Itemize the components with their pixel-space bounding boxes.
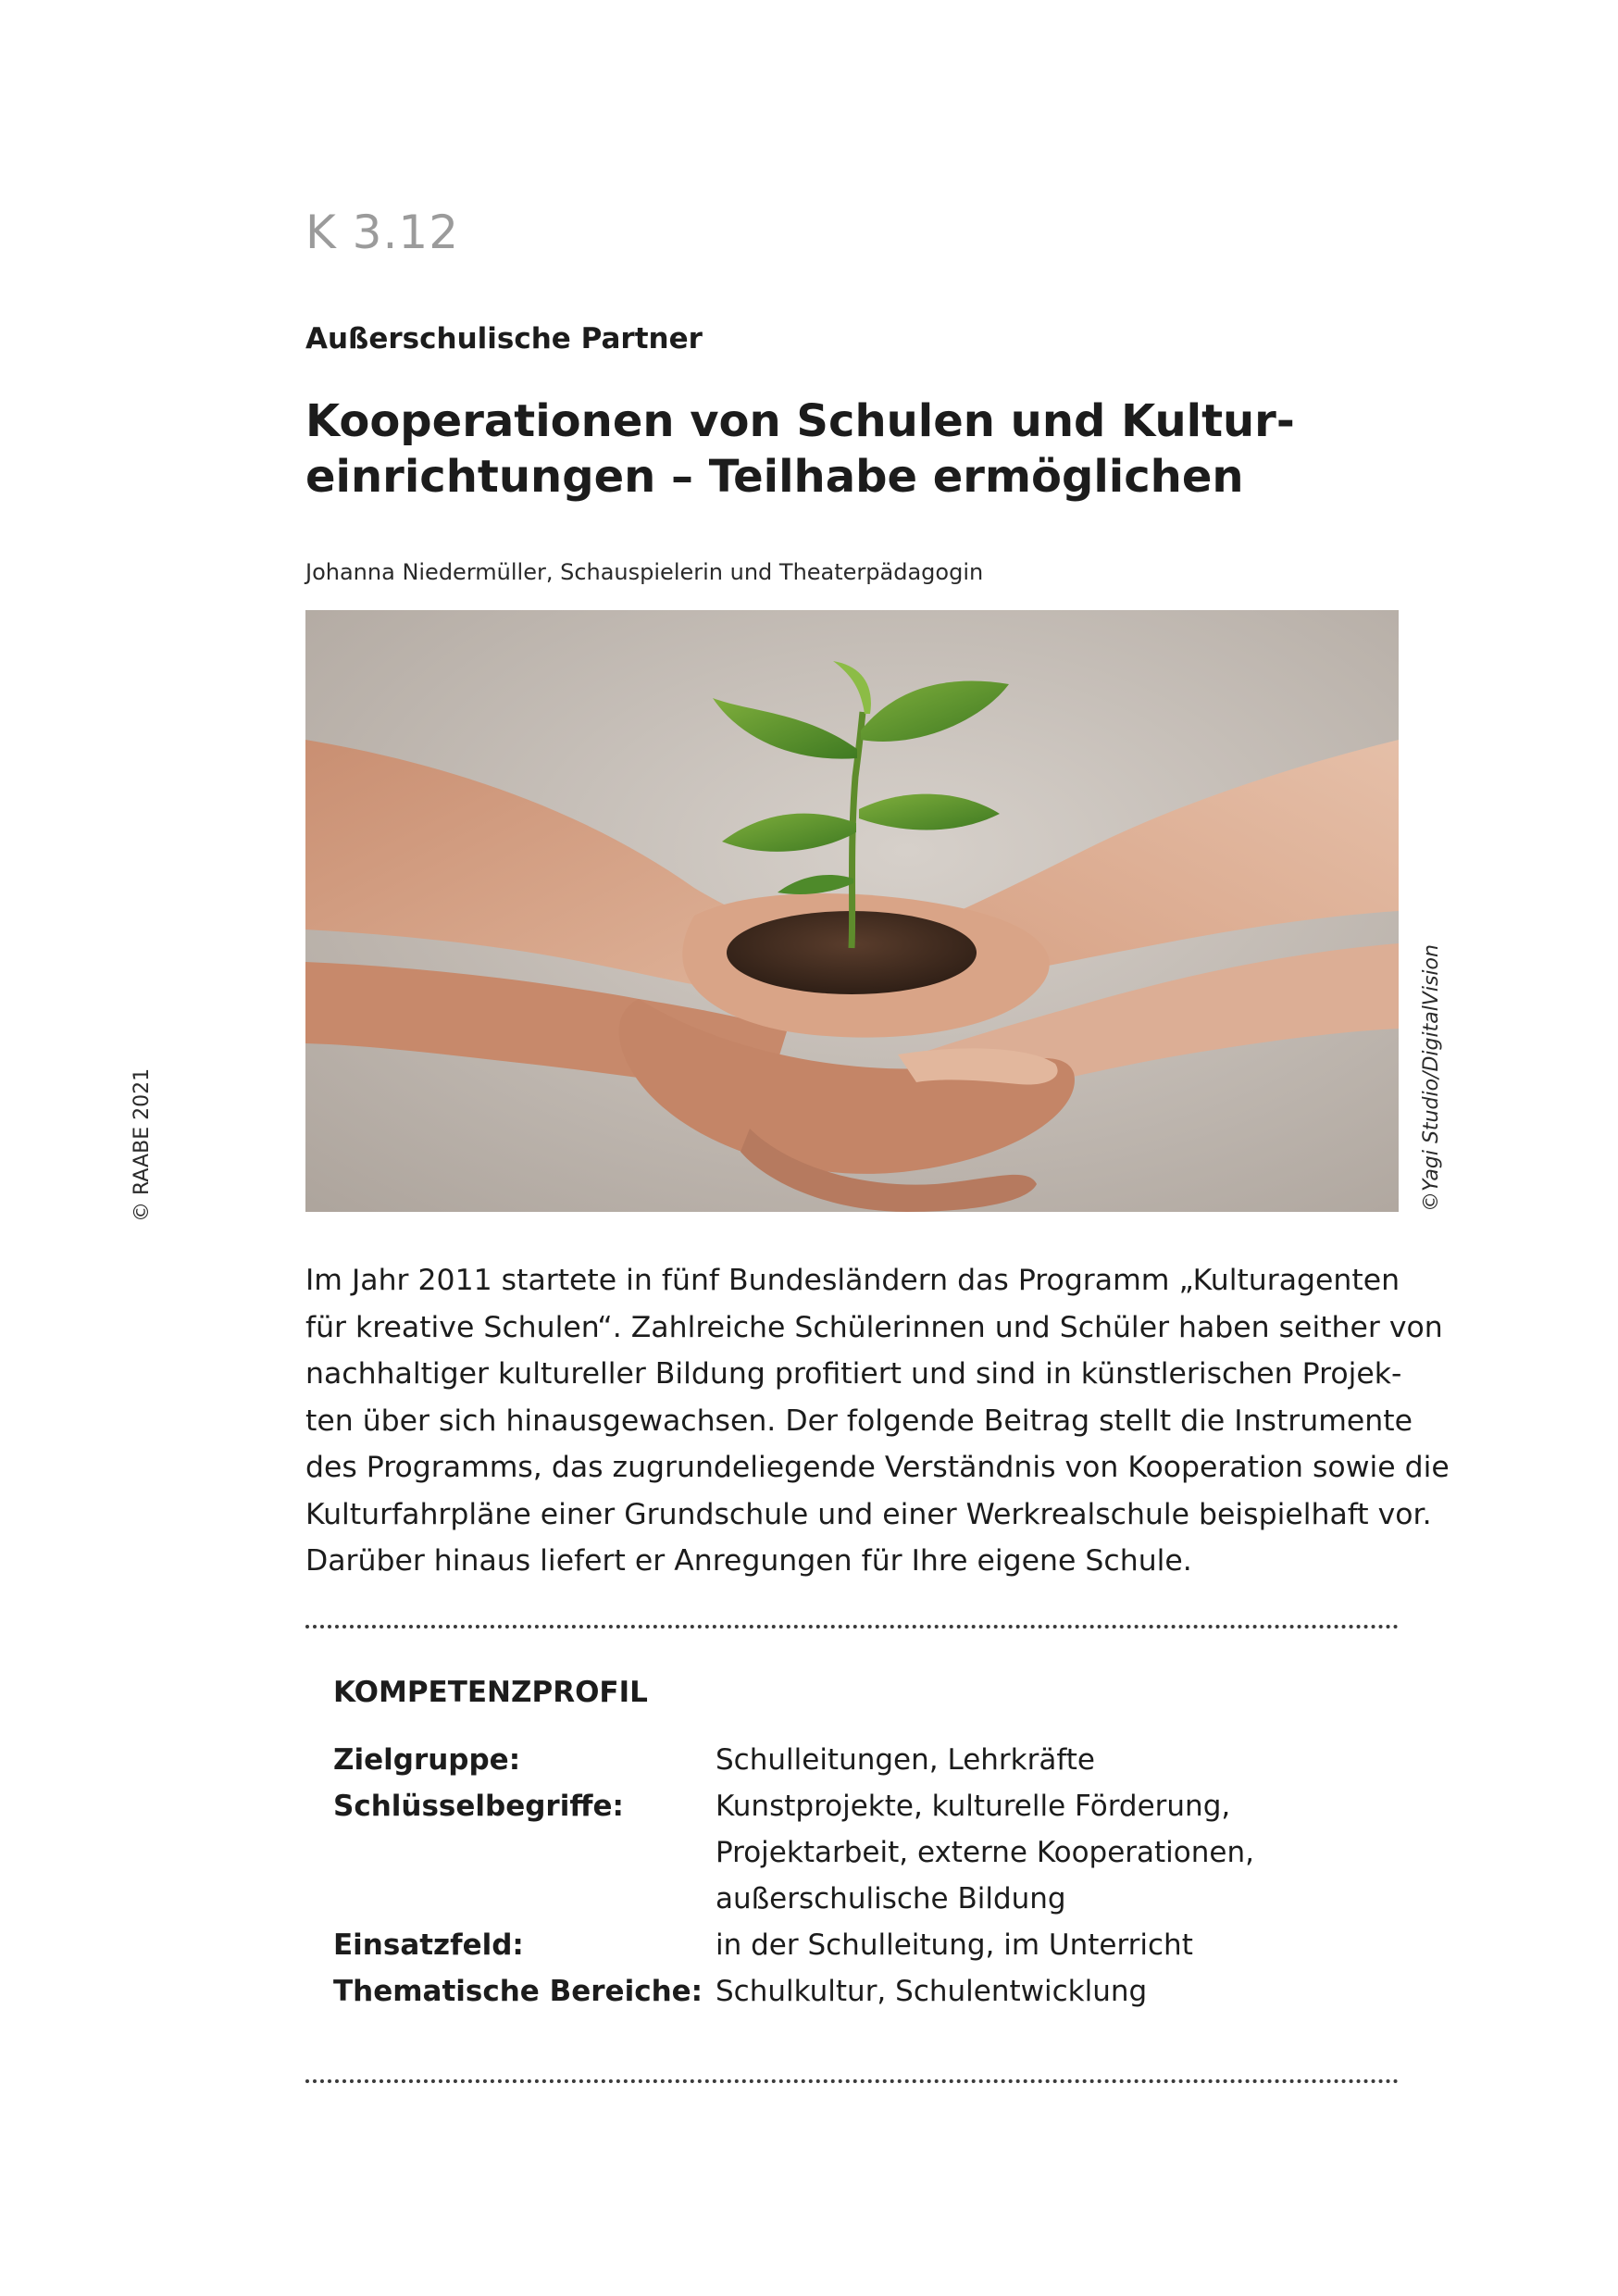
profile-row <box>333 1968 1370 2015</box>
profile-value-line: in der Schulleitung, im Unterricht <box>716 1928 1193 1962</box>
profile-label: Einsatzfeld: <box>333 1928 524 1962</box>
profile-label: Schlüsselbegriffe: <box>333 1790 624 1823</box>
profile-value <box>716 1922 1370 1968</box>
profile-row <box>333 1922 1370 1968</box>
author-line: Johanna Niedermüller, Schauspielerin und Theaterpädagogin <box>305 559 984 585</box>
profile-value-line: Schulkultur, Schulentwicklung <box>716 1975 1148 2008</box>
profile-value-line: Schulleitungen, Lehrkräfte <box>716 1743 1095 1777</box>
profile-value <box>716 1737 1370 1783</box>
profile-row <box>333 1737 1370 1783</box>
profile-label: Thematische Bereiche: <box>333 1975 703 2008</box>
competence-profile <box>333 1676 1370 2015</box>
photo-illustration <box>305 610 1399 1212</box>
intro-line: Darüber hinaus liefert er Anregungen für Ihre eigene Schule. <box>305 1544 1192 1578</box>
intro-line: des Programms, das zugrundeliegende Verständnis von Kooperation sowie die <box>305 1451 1450 1484</box>
profile-label: Zielgruppe: <box>333 1743 521 1777</box>
hands-holding-seedling-photo <box>305 610 1399 1212</box>
category-label: Außerschulische Partner <box>305 322 703 356</box>
intro-line: Im Jahr 2011 startete in fünf Bundesländern das Programm „Kulturagenten <box>305 1264 1400 1297</box>
profile-value-line: Projektarbeit, externe Kooperationen, <box>716 1836 1254 1869</box>
profile-value <box>716 1783 1370 1922</box>
copyright-note: © RAABE 2021 <box>131 1067 154 1222</box>
dotted-divider <box>305 2079 1399 2083</box>
photo-credit: ©Yagi Studio/DigitalVision <box>1420 944 1443 1212</box>
profile-value <box>716 1968 1370 2015</box>
profile-value-line: außerschulische Bildung <box>716 1882 1066 1915</box>
intro-line: ten über sich hinausgewachsen. Der folgende Beitrag stellt die Instrumente <box>305 1404 1413 1438</box>
title-line: Kooperationen von Schulen und Kultur- <box>305 395 1295 447</box>
intro-line: Kulturfahrpläne einer Grundschule und einer Werkrealschule beispielhaft vor. <box>305 1497 1432 1531</box>
profile-value-line: Kunstprojekte, kulturelle Förderung, <box>716 1790 1231 1823</box>
profile-heading: KOMPETENZPROFIL <box>333 1676 648 1709</box>
document-code: K 3.12 <box>305 206 460 259</box>
page-title <box>305 393 1398 505</box>
intro-line: nachhaltiger kultureller Bildung profitiert und sind in künstlerischen Projek- <box>305 1357 1402 1391</box>
profile-row <box>333 1783 1370 1922</box>
intro-paragraph <box>305 1257 1450 1585</box>
dotted-divider <box>305 1625 1399 1628</box>
intro-line: für kreative Schulen“. Zahlreiche Schülerinnen und Schüler haben seither von <box>305 1310 1443 1344</box>
title-line: einrichtungen – Teilhabe ermöglichen <box>305 451 1244 503</box>
